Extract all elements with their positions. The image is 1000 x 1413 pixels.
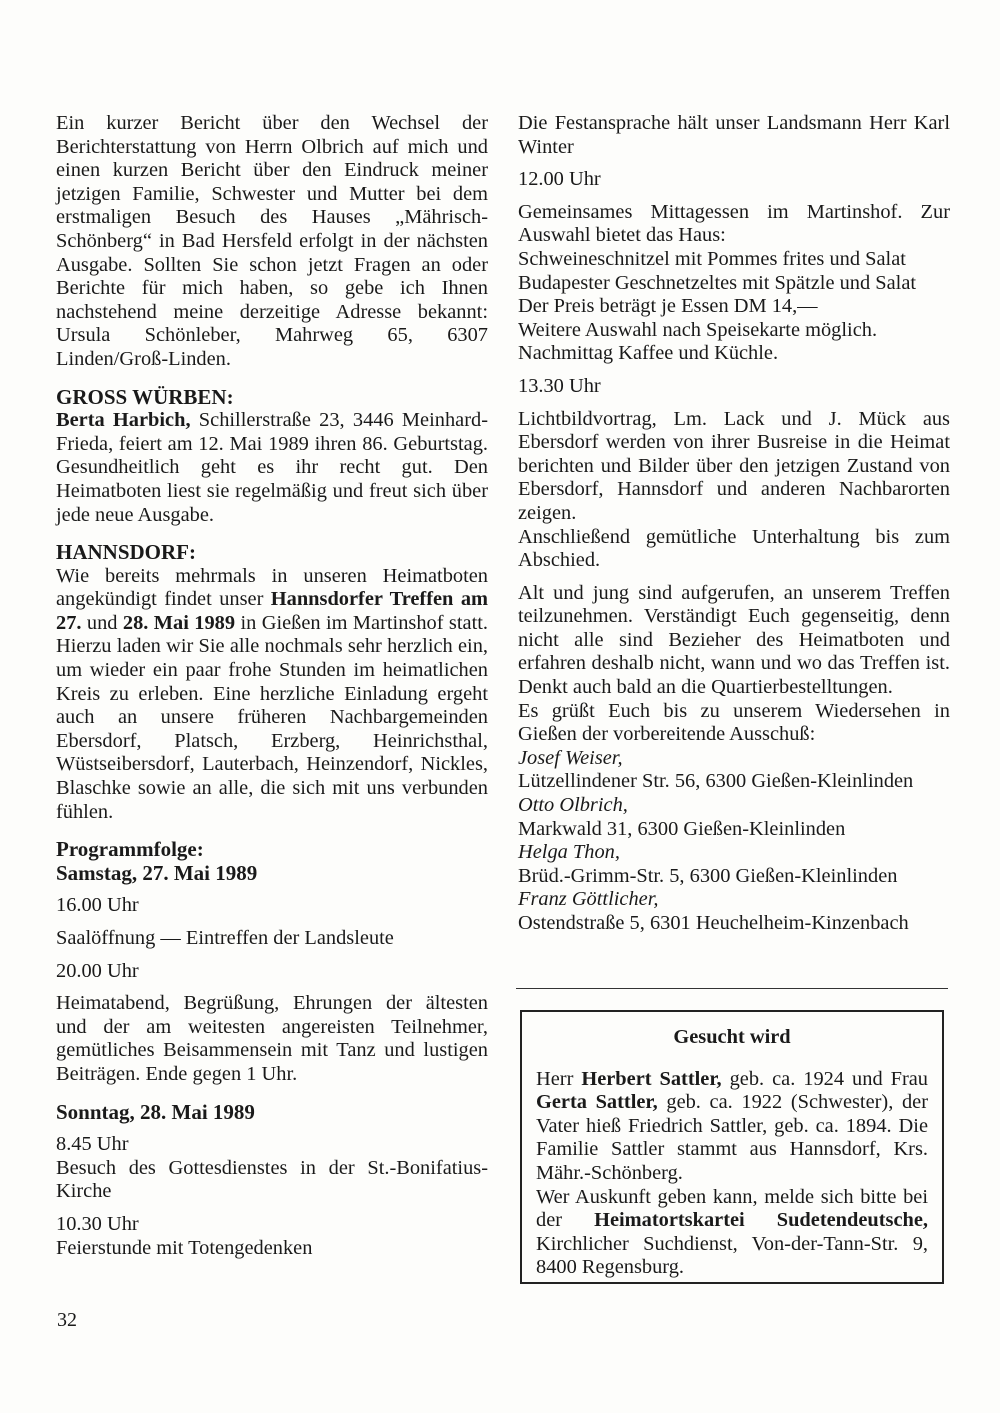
committee-name-2: Otto Olbrich, <box>518 794 628 817</box>
hannsdorf-heading: HANNSDORF: <box>56 540 196 565</box>
text-1600: Saalöffnung — Eintreffen der Landsleute <box>56 927 394 949</box>
gross-wuerben-name: Berta Harbich, <box>56 409 191 432</box>
box-text-1: Herr <box>536 1067 582 1090</box>
menu-item-1: Schweineschnitzel mit Pommes frites und Salat <box>518 247 906 270</box>
programm-heading: Programmfolge: <box>56 837 204 862</box>
hannsdorf-text-2: und <box>81 611 123 634</box>
coffee-text: Nachmittag Kaffee und Küchle. <box>518 342 779 365</box>
right-column <box>518 112 950 936</box>
gross-wuerben-text: Schillerstraße 23, 3446 Meinhard-Frieda, feiert am 12. Mai 1989 ihren 86. Geburtstag. Gesundheitlich geht es ihr recht gut. Den Heimatboten liest sie regelmäßig und freut sich über jede neue Ausgabe. <box>56 409 488 526</box>
committee-address-2: Markwald 31, 6300 Gießen-Kleinlinden <box>518 817 846 840</box>
time-1030: 10.30 Uhr <box>56 1212 139 1235</box>
box-bold-2: Gerta Sattler, <box>536 1091 658 1114</box>
price-text: Der Preis beträgt je Essen DM 14,— <box>518 295 818 318</box>
time-2000: 20.00 Uhr <box>56 959 139 982</box>
more-text: Weitere Auswahl nach Speisekarte möglich. <box>518 318 878 341</box>
time-1600: 16.00 Uhr <box>56 894 139 917</box>
appeal-text: Alt und jung sind aufgerufen, an unserem Treffen teilzunehmen. Verständigt Euch gegenseitig, denn nicht alle sind Bezieher des Heimatboten und erfahren deshalb nicht, wann und wo das Treffen ist. Denkt auch bald an die Quartierbestelltungen. <box>518 581 950 699</box>
text-0845: Besuch des Gottesdienstes in der St.-Bonifatius-Kirche <box>56 1156 488 1203</box>
hannsdorf-bold-2: 28. Mai 1989 <box>122 611 236 634</box>
hannsdorf-text-1: Wie bereits mehrmals in unseren Heimatboten angekündigt findet unser <box>56 564 488 611</box>
committee-name-1: Josef Weiser, <box>518 746 623 769</box>
festansprache: Die Festansprache hält unser Landsmann Herr Karl Winter <box>518 112 950 158</box>
lunch-text: Gemeinsames Mittagessen im Martinshof. Zur Auswahl bietet das Haus: <box>518 200 950 247</box>
menu-item-2: Budapester Geschnetzeltes mit Spätzle und Salat <box>518 271 917 294</box>
gesucht-wird-box <box>520 1010 944 1284</box>
committee-address-3: Brüd.-Grimm-Str. 5, 6300 Gießen-Kleinlinden <box>518 864 898 887</box>
committee-name-4: Franz Göttlicher, <box>518 888 659 911</box>
gross-wuerben-heading: GROSS WÜRBEN: <box>56 384 234 409</box>
box-bold-3: Heimatortskartei Sudetendeutsche, <box>594 1209 928 1232</box>
hannsdorf-paragraph <box>56 565 488 825</box>
box-paragraph-1 <box>536 1068 928 1186</box>
box-bold-1: Herbert Sattler, <box>581 1067 722 1090</box>
time-0845: 8.45 Uhr <box>56 1133 129 1156</box>
slides-text: Lichtbildvortrag, Lm. Lack und J. Mück aus Ebersdorf werden von ihrer Busreise in die Heimat berichten und Bilder über den jetzigen Zustand von Ebersdorf, Hannsdorf und anderen Nachbarorten zeigen. <box>518 407 950 524</box>
page-number: 32 <box>57 1309 77 1331</box>
greeting-text: Es grüßt Euch bis zu unserem Wiedersehen in Gießen der vorbereitende Ausschuß: <box>518 699 950 746</box>
hannsdorf-text-3: in Gießen im Martinshof statt. Hierzu laden wir Sie alle nochmals sehr herzlich ein, um wieder ein paar frohe Stunden im heimatlichen Kreis zu erleben. Eine herzliche Einladung ergeht auch an unsere früheren Nachbargemeinden Ebersdorf, Platsch, Erzberg, Heinrichsthal, Wüstseibersdorf, Lauterbach, Heinzendorf, Nickles, Blaschke sowie an alle, die sich mit uns verbunden fühlen. <box>56 611 489 823</box>
box-text-5: Kirchlicher Suchdienst, Von-der-Tann-Str. 9, 8400 Regensburg. <box>536 1232 928 1279</box>
text-1030: Feierstunde mit Totengedenken <box>56 1236 313 1259</box>
box-title: Gesucht wird <box>673 1026 791 1048</box>
box-paragraph-2 <box>536 1186 928 1280</box>
gross-wuerben-paragraph <box>56 409 488 527</box>
left-column <box>56 112 488 1260</box>
time-1330: 13.30 Uhr <box>518 374 601 397</box>
after-text: Anschließend gemütliche Unterhaltung bis zum Abschied. <box>518 525 950 572</box>
sonntag-heading: Sonntag, 28. Mai 1989 <box>56 1099 255 1124</box>
box-text-4: Wer Auskunft geben kann, melde sich bitte bei der <box>536 1185 928 1232</box>
time-1200: 12.00 Uhr <box>518 168 601 191</box>
divider-rule <box>516 988 948 989</box>
samstag-heading: Samstag, 27. Mai 1989 <box>56 860 258 885</box>
text-2000: Heimatabend, Begrüßung, Ehrungen der ältesten und der am weitesten angereisten Teilnehmer, gemütliches Beisammensein mit Tanz und lustigen Beiträgen. Ende gegen 1 Uhr. <box>56 992 488 1085</box>
committee-address-4: Ostendstraße 5, 6301 Heuchelheim-Kinzenbach <box>518 912 909 934</box>
intro-paragraph: Ein kurzer Bericht über den Wechsel der Berichterstattung von Herrn Olbrich auf mich und einen kurzen Bericht über den Eindruck meiner jetzigen Familie, Schwester und Mutter bei dem erstmaligen Besuch des Hauses „Mährisch-Schönberg“ in Bad Hersfeld erfolgt in der nächsten Ausgabe. Sollten Sie schon jetzt Fragen an oder Berichte für mich haben, so gebe ich Ihnen nachstehend meine derzeitige Adresse bekannt: Ursula Schönleber, Mahrweg 65, 6307 Linden/Groß-Linden. <box>56 112 488 370</box>
box-text-3: geb. ca. 1922 (Schwester), der Vater hieß Friedrich Sattler, geb. ca. 1894. Die Familie Sattler stammt aus Hannsdorf, Krs. Mähr.-Schönberg. <box>536 1091 929 1184</box>
committee-name-3: Helga Thon, <box>518 841 620 864</box>
box-text-2: geb. ca. 1924 und Frau <box>721 1067 928 1090</box>
committee-address-1: Lützellindener Str. 56, 6300 Gießen-Kleinlinden <box>518 770 914 793</box>
hannsdorf-bold-1: Hannsdorfer Treffen am 27. <box>56 588 488 634</box>
